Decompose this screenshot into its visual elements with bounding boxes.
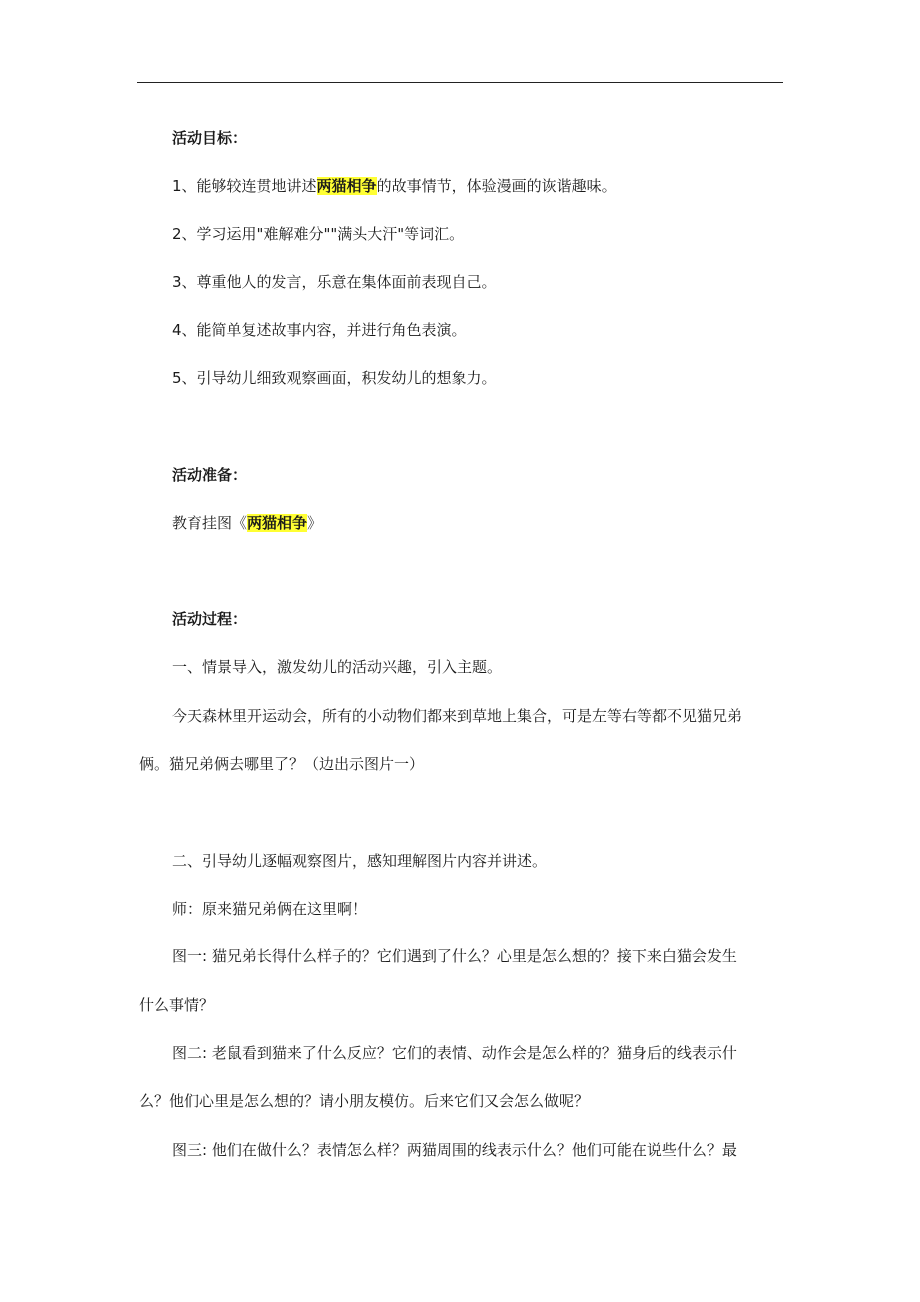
goal-item-5: 5、引导幼儿细致观察画面，积发幼儿的想象力。 — [172, 369, 497, 387]
prep-post: 》 — [307, 514, 323, 532]
figure-1-line: 什么事情？ — [139, 996, 215, 1014]
prep-text — [172, 513, 322, 533]
goal-item-1 — [172, 176, 617, 196]
process-step-2: 二、引导幼儿逐幅观察图片，感知理解图片内容并讲述。 — [172, 852, 548, 870]
prep-pre: 教育挂图《 — [172, 514, 248, 532]
figure-3-line: 图三: 他们在做什么？表情怎么样？两猫周围的线表示什么？他们可能在说些什么？最 — [172, 1141, 737, 1159]
process-step-1: 一、情景导入，激发幼儿的活动兴趣，引入主题。 — [172, 658, 503, 676]
figure-2-line: 么？他们心里是怎么想的？请小朋友模仿。后来它们又会怎么做呢？ — [139, 1092, 590, 1110]
goal-text: 的故事情节，体验漫画的诙谐趣味。 — [376, 177, 617, 195]
goal-item-3: 3、尊重他人的发言，乐意在集体面前表现自己。 — [172, 273, 497, 291]
teacher-line: 师：原来猫兄弟俩在这里啊！ — [172, 900, 368, 918]
process-heading: 活动过程： — [172, 610, 248, 628]
highlighted-title: 两猫相争 — [247, 514, 308, 532]
header-rule — [137, 82, 783, 83]
goals-heading: 活动目标： — [172, 129, 248, 147]
goal-item-4: 4、能简单复述故事内容，并进行角色表演。 — [172, 321, 467, 339]
paragraph-line: 俩。猫兄弟俩去哪里了？（边出示图片一） — [139, 755, 425, 773]
goal-item-2: 2、学习运用"难解难分""满头大汗"等词汇。 — [172, 225, 465, 243]
highlighted-title: 两猫相争 — [316, 177, 377, 195]
figure-1-line: 图一: 猫兄弟长得什么样子的？它们遇到了什么？心里是怎么想的？接下来白猫会发生 — [172, 947, 737, 965]
goal-text: 1、能够较连贯地讲述 — [172, 177, 317, 195]
figure-2-line: 图二: 老鼠看到猫来了什么反应？它们的表情、动作会是怎么样的？猫身后的线表示什 — [172, 1044, 737, 1062]
paragraph-line: 今天森林里开运动会，所有的小动物们都来到草地上集合，可是左等右等都不见猫兄弟 — [172, 707, 743, 725]
prep-heading: 活动准备： — [172, 466, 248, 484]
